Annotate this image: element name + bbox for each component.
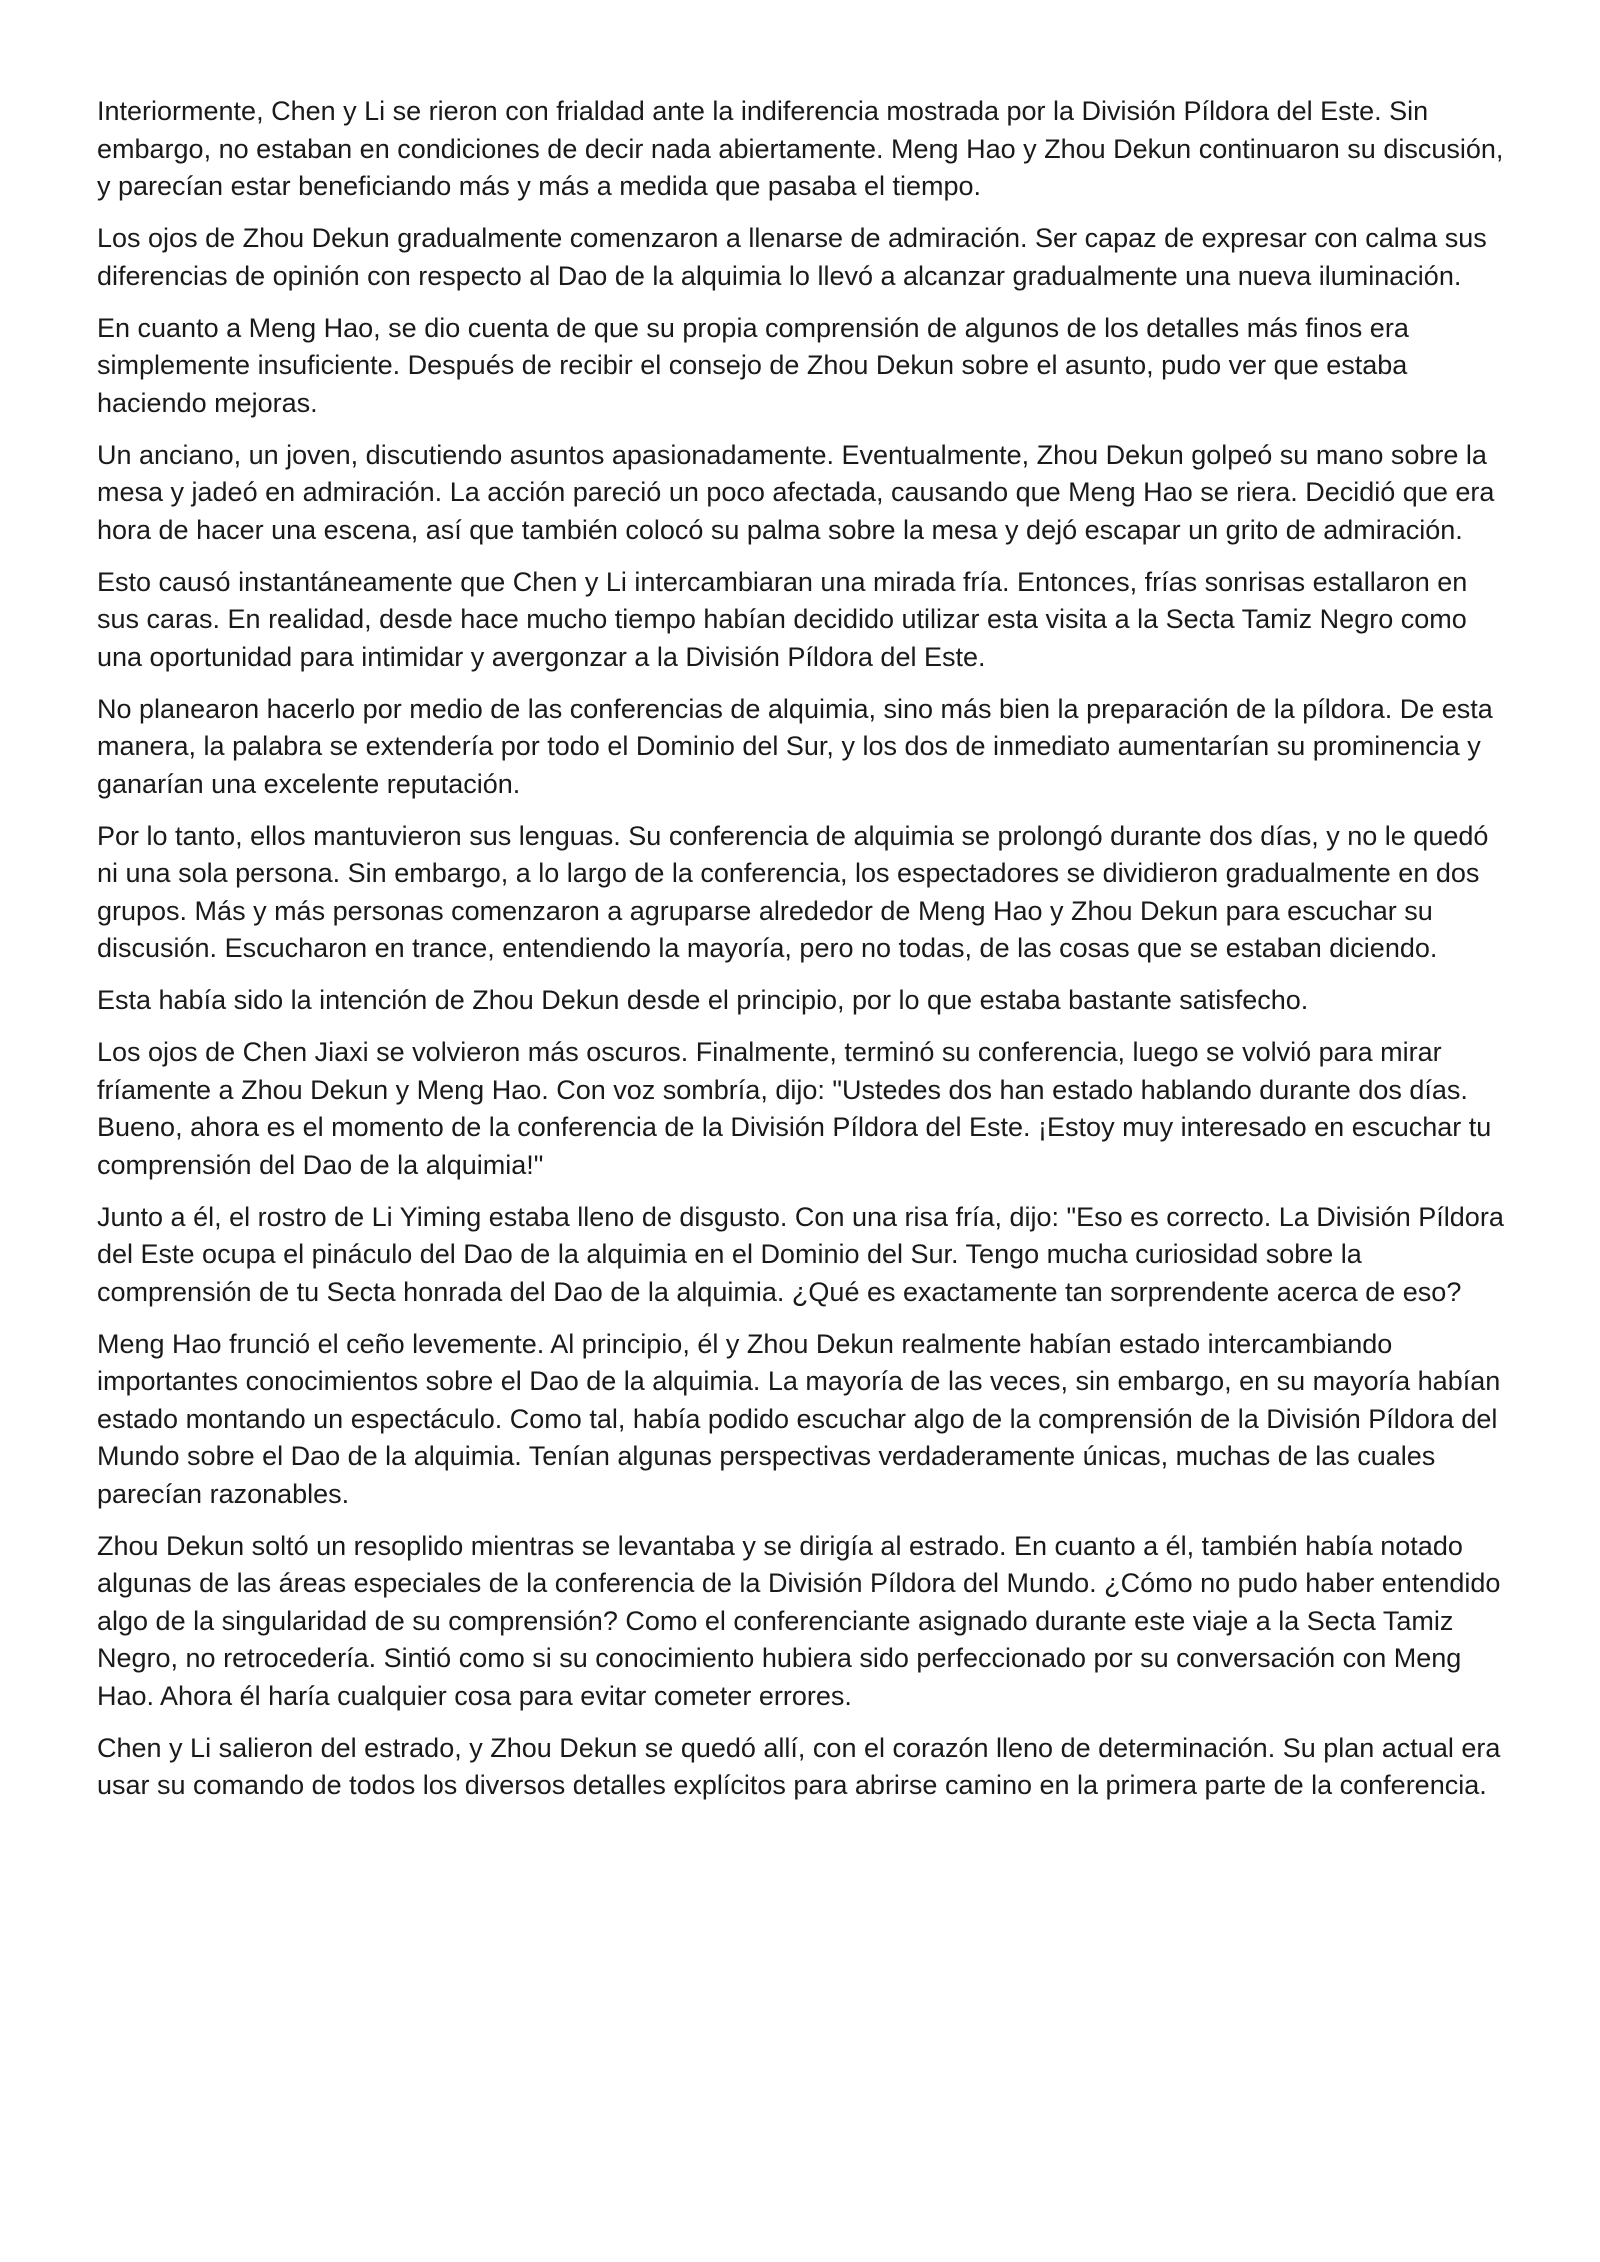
paragraph: Zhou Dekun soltó un resoplido mientras se levantaba y se dirigía al estrado. En cuanto a él, también había notado algunas de las áreas especiales de la conferencia de la División Píldora del Mundo. ¿Cómo no pudo haber entendido algo de la singularidad de su comprensión? Como el conferenciante asignado durante este viaje a la Secta Tamiz Negro, no retrocedería. Sintió como si su conocimiento hubiera sido perfeccionado por su conversación con Meng Hao. Ahora él haría cualquier cosa para evitar cometer errores. <box>97 1530 1501 1711</box>
paragraph: Por lo tanto, ellos mantuvieron sus lenguas. Su conferencia de alquimia se prolongó durante dos días, y no le quedó ni una sola persona. Sin embargo, a lo largo de la conferencia, los espectadores se dividieron gradualmente en dos grupos. Más y más personas comenzaron a agruparse alrededor de Meng Hao y Zhou Dekun para escuchar su discusión. Escucharon en trance, entendiendo la mayoría, pero no todas, de las cosas que se estaban diciendo. <box>97 820 1489 963</box>
paragraph: Esto causó instantáneamente que Chen y Li intercambiaran una mirada fría. Entonces, frías sonrisas estallaron en sus caras. En realidad, desde hace mucho tiempo habían decidido utilizar esta visita a la Secta Tamiz Negro como una oportunidad para intimidar y avergonzar a la División Píldora del Este. <box>97 566 1468 672</box>
paragraph: Los ojos de Chen Jiaxi se volvieron más oscuros. Finalmente, terminó su conferencia, luego se volvió para mirar fríamente a Zhou Dekun y Meng Hao. Con voz sombría, dijo: "Ustedes dos han estado hablando durante dos días. Bueno, ahora es el momento de la conferencia de la División Píldora del Este. ¡Estoy muy interesado en escuchar tu comprensión del Dao de la alquimia!" <box>97 1037 1492 1180</box>
paragraph: No planearon hacerlo por medio de las conferencias de alquimia, sino más bien la preparación de la píldora. De esta manera, la palabra se extendería por todo el Dominio del Sur, y los dos de inmediato aumentarían su prominencia y ganarían una excelente reputación. <box>97 693 1493 799</box>
paragraph: Los ojos de Zhou Dekun gradualmente comenzaron a llenarse de admiración. Ser capaz de expresar con calma sus diferencias de opinión con respecto al Dao de la alquimia lo llevó a alcanzar gradualmente una nueva iluminación. <box>97 223 1487 291</box>
paragraph: En cuanto a Meng Hao, se dio cuenta de que su propia comprensión de algunos de los detalles más finos era simplemente insuficiente. Después de recibir el consejo de Zhou Dekun sobre el asunto, pudo ver que estaba haciendo mejoras. <box>97 312 1409 418</box>
paragraph: Esta había sido la intención de Zhou Dekun desde el principio, por lo que estaba bastante satisfecho. <box>97 985 1309 1015</box>
paragraph: Meng Hao frunció el ceño levemente. Al principio, él y Zhou Dekun realmente habían estado intercambiando importantes conocimientos sobre el Dao de la alquimia. La mayoría de las veces, sin embargo, en su mayoría habían estado montando un espectáculo. Como tal, había podido escuchar algo de la comprensión de la División Píldora del Mundo sobre el Dao de la alquimia. Tenían algunas perspectivas verdaderamente únicas, muchas de las cuales parecían razonables. <box>97 1328 1501 1509</box>
paragraph: Chen y Li salieron del estrado, y Zhou Dekun se quedó allí, con el corazón lleno de determinación. Su plan actual era usar su comando de todos los diversos detalles explícitos para abrirse camino en la primera parte de la conferencia. <box>97 1732 1501 1800</box>
document-page <box>97 93 1515 1819</box>
paragraph: Interiormente, Chen y Li se rieron con frialdad ante la indiferencia mostrada por la División Píldora del Este. Sin embargo, no estaban en condiciones de decir nada abiertamente. Meng Hao y Zhou Dekun continuaron su discusión, y parecían estar beneficiando más y más a medida que pasaba el tiempo. <box>97 96 1504 201</box>
paragraph: Junto a él, el rostro de Li Yiming estaba lleno de disgusto. Con una risa fría, dijo: "Eso es correcto. La División Píldora del Este ocupa el pináculo del Dao de la alquimia en el Dominio del Sur. Tengo mucha curiosidad sobre la comprensión de tu Secta honrada del Dao de la alquimia. ¿Qué es exactamente tan sorprendente acerca de eso? <box>97 1201 1504 1307</box>
paragraph: Un anciano, un joven, discutiendo asuntos apasionadamente. Eventualmente, Zhou Dekun golpeó su mano sobre la mesa y jadeó en admiración. La acción pareció un poco afectada, causando que Meng Hao se riera. Decidió que era hora de hacer una escena, así que también colocó su palma sobre la mesa y dejó escapar un grito de admiración. <box>97 439 1495 545</box>
